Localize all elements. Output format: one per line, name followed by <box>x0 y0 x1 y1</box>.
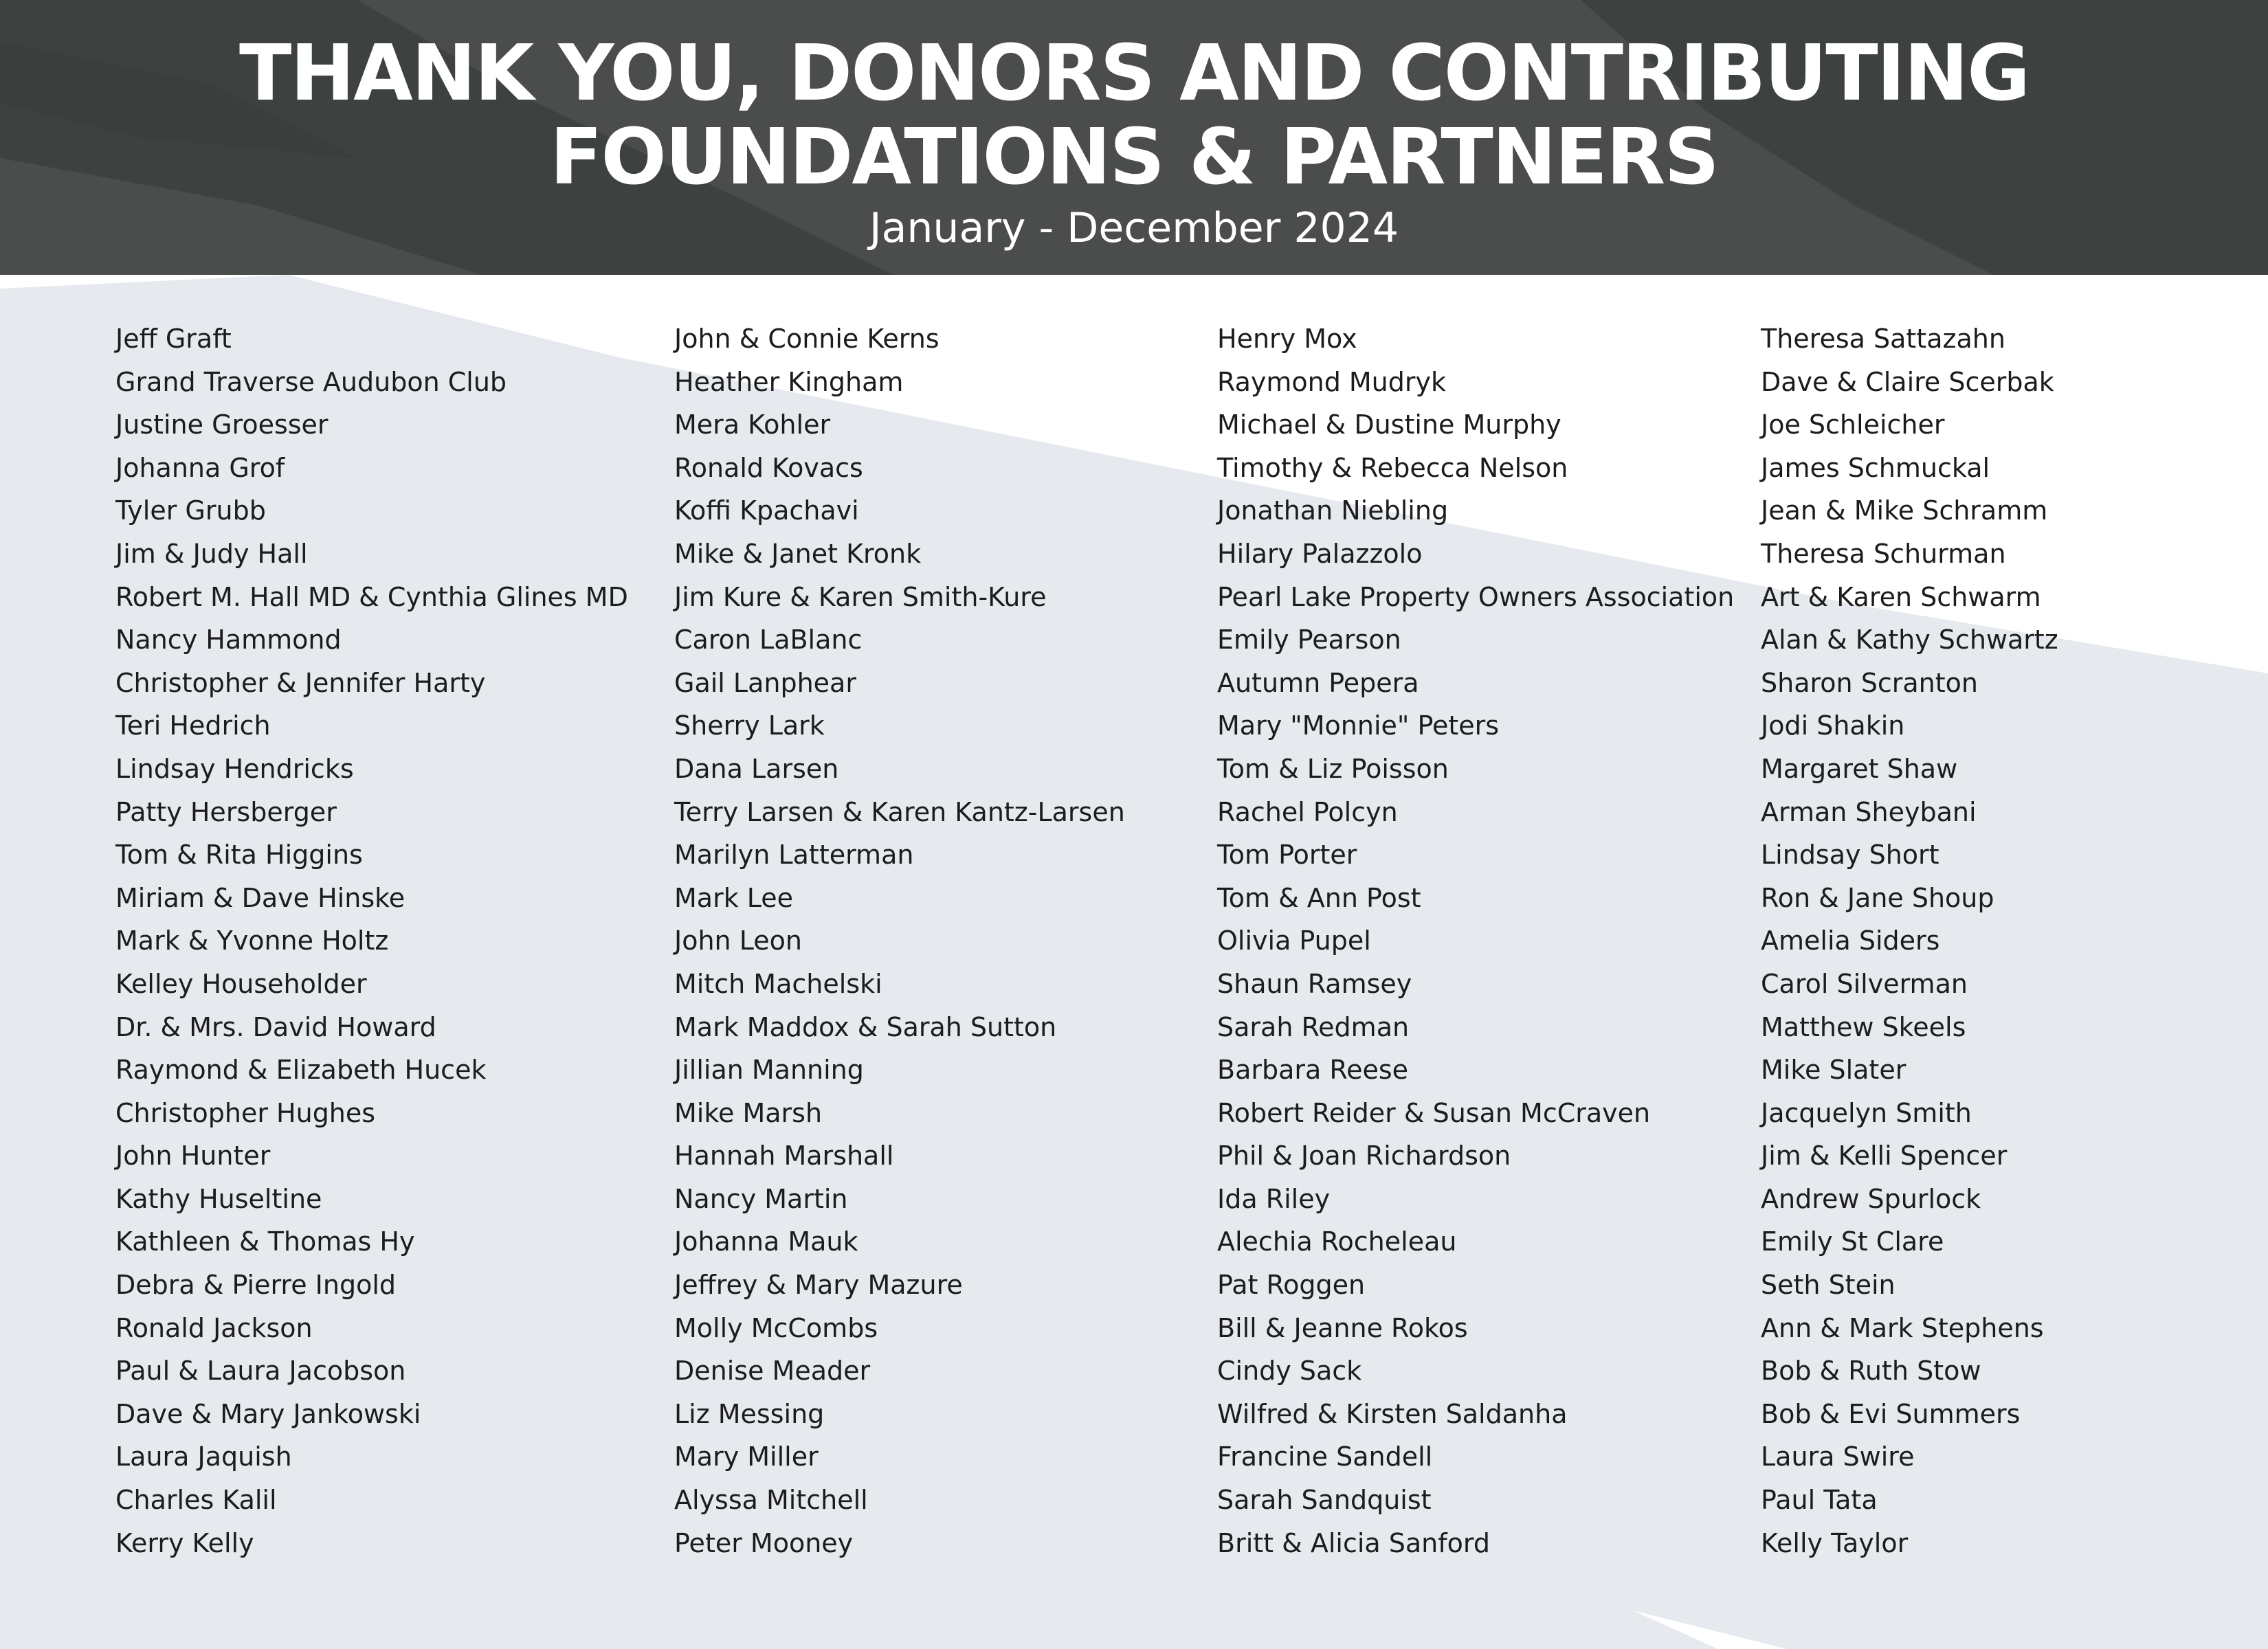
donor-column-2 <box>674 317 1125 1564</box>
donor-name: Raymond Mudryk <box>1217 366 1447 397</box>
donor-name: Francine Sandell <box>1217 1442 1433 1472</box>
donor-name: John Leon <box>674 926 802 956</box>
donor-name: Liz Messing <box>674 1398 825 1429</box>
donor-name: Kathleen & Thomas Hy <box>115 1226 415 1257</box>
donor-name: Cindy Sack <box>1217 1356 1362 1387</box>
donor-name: Mitch Machelski <box>674 968 882 999</box>
donor-name: Kerry Kelly <box>115 1527 254 1558</box>
donor-name: Joe Schleicher <box>1761 410 1945 440</box>
donor-name: Ida Riley <box>1217 1183 1331 1214</box>
donor-name: Britt & Alicia Sanford <box>1217 1527 1490 1558</box>
donor-name: Tom & Ann Post <box>1217 882 1421 913</box>
donor-name: Dave & Claire Scerbak <box>1761 366 2054 397</box>
donor-name: Amelia Siders <box>1761 926 1940 956</box>
donor-name: Bob & Evi Summers <box>1761 1398 2021 1429</box>
donor-name: Ron & Jane Shoup <box>1761 882 1994 913</box>
donor-name: Pearl Lake Property Owners Association <box>1217 581 1735 612</box>
donor-name: Emily St Clare <box>1761 1226 1944 1257</box>
donor-name: Patty Hersberger <box>115 796 337 827</box>
donor-column-3 <box>1217 317 1734 1564</box>
donor-name: Sarah Redman <box>1217 1011 1410 1042</box>
donor-name: Marilyn Latterman <box>674 840 914 871</box>
page-title <box>0 29 2268 202</box>
donor-name: Arman Sheybani <box>1761 796 1977 827</box>
donor-name: Seth Stein <box>1761 1270 1895 1301</box>
donor-name: Dave & Mary Jankowski <box>115 1398 421 1429</box>
donor-name: Raymond & Elizabeth Hucek <box>115 1055 487 1086</box>
donor-name: Caron LaBlanc <box>674 625 863 655</box>
donor-name: Terry Larsen & Karen Kantz-Larsen <box>674 796 1125 827</box>
donor-name: Grand Traverse Audubon Club <box>115 366 507 397</box>
donor-name: Dana Larsen <box>674 753 839 784</box>
donor-name: Koffi Kpachavi <box>674 495 859 526</box>
donor-name: Gail Lanphear <box>674 667 856 698</box>
donor-name: Henry Mox <box>1217 324 1357 354</box>
title-line-2: FOUNDATIONS & PARTNERS <box>550 113 1718 202</box>
donor-name: Mark Maddox & Sarah Sutton <box>674 1011 1057 1042</box>
donor-name: Heather Kingham <box>674 366 904 397</box>
donor-name: Art & Karen Schwarm <box>1761 581 2041 612</box>
donor-name: Olivia Pupel <box>1217 926 1371 956</box>
donor-name: Pat Roggen <box>1217 1270 1366 1301</box>
donor-name: Paul & Laura Jacobson <box>115 1356 406 1387</box>
donor-name: Jonathan Niebling <box>1217 495 1449 526</box>
donor-name: Johanna Mauk <box>674 1226 858 1257</box>
donor-name: Jodi Shakin <box>1761 710 1905 741</box>
donor-name: Barbara Reese <box>1217 1055 1409 1086</box>
donor-name: Robert M. Hall MD & Cynthia Glines MD <box>115 581 628 612</box>
donor-name: Debra & Pierre Ingold <box>115 1270 397 1301</box>
donor-name: Shaun Ramsey <box>1217 968 1412 999</box>
donor-name: Wilfred & Kirsten Saldanha <box>1217 1398 1568 1429</box>
donor-name: Mike & Janet Kronk <box>674 538 922 569</box>
donor-name: Emily Pearson <box>1217 625 1401 655</box>
donor-name: Alan & Kathy Schwartz <box>1761 625 2058 655</box>
donor-name: Molly McCombs <box>674 1312 878 1343</box>
donor-name: Alechia Rocheleau <box>1217 1226 1457 1257</box>
donor-name: Margaret Shaw <box>1761 753 1958 784</box>
donor-name: Andrew Spurlock <box>1761 1183 1981 1214</box>
donor-name: Ronald Kovacs <box>674 452 863 483</box>
donor-name: Bob & Ruth Stow <box>1761 1356 1981 1387</box>
donor-name: Kelley Householder <box>115 968 367 999</box>
header-banner <box>0 0 2268 275</box>
donor-name: Lindsay Short <box>1761 840 1939 871</box>
donor-name: Sharon Scranton <box>1761 667 1978 698</box>
donor-name: Mike Marsh <box>674 1097 823 1128</box>
donor-name: Jillian Manning <box>674 1055 864 1086</box>
donor-name: John & Connie Kerns <box>674 324 940 354</box>
donor-name: Mary Miller <box>674 1442 819 1472</box>
donor-name: Timothy & Rebecca Nelson <box>1217 452 1568 483</box>
donor-name: Denise Meader <box>674 1356 871 1387</box>
donor-name: Mark Lee <box>674 882 794 913</box>
donor-name: Christopher Hughes <box>115 1097 376 1128</box>
donor-name: Ronald Jackson <box>115 1312 313 1343</box>
donor-name: Laura Swire <box>1761 1442 1915 1472</box>
donor-name: Carol Silverman <box>1761 968 1968 999</box>
title-line-1: THANK YOU, DONORS AND CONTRIBUTING <box>238 29 2030 118</box>
donor-name: John Hunter <box>115 1141 271 1171</box>
donor-name: Sherry Lark <box>674 710 825 741</box>
donor-name: Theresa Schurman <box>1761 538 2006 569</box>
donor-name: Ann & Mark Stephens <box>1761 1312 2044 1343</box>
donor-name: Tyler Grubb <box>115 495 266 526</box>
donor-name: Justine Groesser <box>115 410 329 440</box>
donor-name: Tom & Rita Higgins <box>115 840 363 871</box>
donor-name: Mike Slater <box>1761 1055 1906 1086</box>
donor-name: Jean & Mike Schramm <box>1761 495 2048 526</box>
donor-name: Alyssa Mitchell <box>674 1485 868 1516</box>
donor-name: Nancy Hammond <box>115 625 342 655</box>
donor-name: Jeff Graft <box>115 324 232 354</box>
donor-name: Jacquelyn Smith <box>1761 1097 1972 1128</box>
donor-name: Mark & Yvonne Holtz <box>115 926 389 956</box>
donor-name: Miriam & Dave Hinske <box>115 882 405 913</box>
donor-name: Christopher & Jennifer Harty <box>115 667 486 698</box>
donor-list <box>0 317 2268 1575</box>
donor-name: Kelly Taylor <box>1761 1527 1909 1558</box>
donor-name: Paul Tata <box>1761 1485 1878 1516</box>
donor-name: Phil & Joan Richardson <box>1217 1141 1511 1171</box>
donor-name: Matthew Skeels <box>1761 1011 1966 1042</box>
donor-name: Robert Reider & Susan McCraven <box>1217 1097 1651 1128</box>
donor-name: Lindsay Hendricks <box>115 753 354 784</box>
donor-name: Hannah Marshall <box>674 1141 894 1171</box>
donor-name: Laura Jaquish <box>115 1442 292 1472</box>
donor-name: Rachel Polcyn <box>1217 796 1398 827</box>
donor-name: James Schmuckal <box>1761 452 1990 483</box>
donor-name: Mera Kohler <box>674 410 831 440</box>
donor-name: Nancy Martin <box>674 1183 848 1214</box>
donor-column-4 <box>1761 317 2058 1564</box>
donor-name: Mary "Monnie" Peters <box>1217 710 1500 741</box>
donor-name: Tom & Liz Poisson <box>1217 753 1449 784</box>
donor-name: Johanna Grof <box>115 452 285 483</box>
donor-name: Dr. & Mrs. David Howard <box>115 1011 436 1042</box>
donor-name: Jim & Judy Hall <box>115 538 308 569</box>
donor-name: Hilary Palazzolo <box>1217 538 1423 569</box>
donor-name: Jim & Kelli Spencer <box>1761 1141 2008 1171</box>
donor-name: Bill & Jeanne Rokos <box>1217 1312 1468 1343</box>
donor-name: Teri Hedrich <box>115 710 271 741</box>
donor-name: Michael & Dustine Murphy <box>1217 410 1561 440</box>
donor-name: Charles Kalil <box>115 1485 277 1516</box>
donor-name: Peter Mooney <box>674 1527 854 1558</box>
donor-name: Kathy Huseltine <box>115 1183 322 1214</box>
donor-name: Autumn Pepera <box>1217 667 1419 698</box>
donor-name: Theresa Sattazahn <box>1761 324 2005 354</box>
donor-name: Sarah Sandquist <box>1217 1485 1432 1516</box>
donor-name: Jeffrey & Mary Mazure <box>674 1270 963 1301</box>
donor-name: Jim Kure & Karen Smith-Kure <box>674 581 1047 612</box>
donor-column-1 <box>115 317 628 1564</box>
donor-name: Tom Porter <box>1217 840 1357 871</box>
date-range-subtitle: January - December 2024 <box>869 204 1399 252</box>
